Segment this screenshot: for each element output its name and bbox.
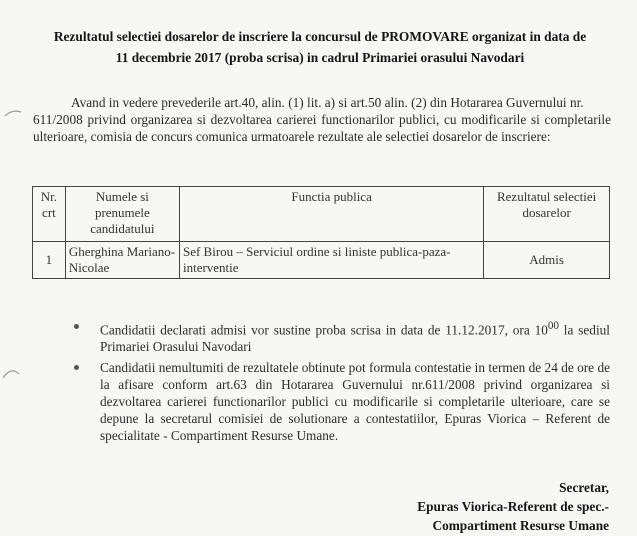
margin-scribble-bottom-icon (2, 368, 20, 382)
bullet-icon (74, 365, 79, 370)
signature-name-line-1: Epuras Viorica-Referent de spec.- (417, 499, 609, 514)
bullet-icon (74, 324, 79, 329)
note-1-text: Candidatii declarati admisi vor sustine proba scrisa in data de 11.12.2017, ora 10 (100, 322, 548, 338)
signature-role: Secretar, (559, 480, 609, 495)
note-1-superscript: 00 (547, 320, 559, 332)
header-result: Rezultatul selectiei dosarelor (484, 187, 610, 242)
notes-list (68, 318, 610, 448)
row-result: Admis (484, 242, 610, 279)
results-table (32, 186, 610, 279)
row-name: Gherghina Mariano-Nicolae (65, 242, 179, 279)
row-function: Sef Birou – Serviciul ordine si liniste publica-paza-interventie (179, 242, 483, 279)
intro-rest: 611/2008 privind organizarea si dezvoltarea carierei functionarilor publici, cu modificarile si completarile ulterioare, comisia de concurs comunica urmatoarele rezultate ale selectiei dosarelor de inscriere: (33, 112, 611, 144)
row-nr: 1 (33, 242, 66, 279)
note-1-text-end: la sediul Primariei Orasului Navodari (100, 322, 610, 355)
header-nr: Nr. crt (33, 187, 66, 242)
document-title (20, 26, 620, 68)
signature-block (417, 478, 609, 535)
title-line-2: 11 decembrie 2017 (proba scrisa) in cadrul Primariei orasului Navodari (115, 50, 525, 65)
intro-first-line: Avand in vedere prevederile art.40, alin. (1) lit. a) si art.50 alin. (2) din Hotararea Guvernului nr. (71, 95, 584, 110)
table-row (33, 242, 610, 279)
list-item (68, 318, 610, 355)
header-name: Numele si prenumele candidatului (65, 187, 179, 242)
note-2-text: Candidatii nemultumiti de rezultatele obtinute pot formula contestatie in termen de 24 de ore de la afisare conform art.63 din Hotararea Guvernului nr.611/2008 privind organizarea si dezvoltarea carierei functionarilor publici cu modificarile si completarile ulterioare, care se depune la secretarul comisiei de solutionare a contestatiilor, Epuras Viorica – Referent de specialitate - Compartiment Resurse Umane. (100, 360, 610, 444)
intro-paragraph (33, 94, 611, 145)
signature-name-line-2: Compartiment Resurse Umane (432, 518, 609, 533)
header-function: Functia publica (179, 187, 483, 242)
title-line-1: Rezultatul selectiei dosarelor de inscriere la concursul de PROMOVARE organizat in data de (53, 29, 587, 44)
margin-scribble-top-icon (4, 108, 22, 118)
table-header-row (33, 187, 610, 242)
list-item (68, 359, 610, 444)
